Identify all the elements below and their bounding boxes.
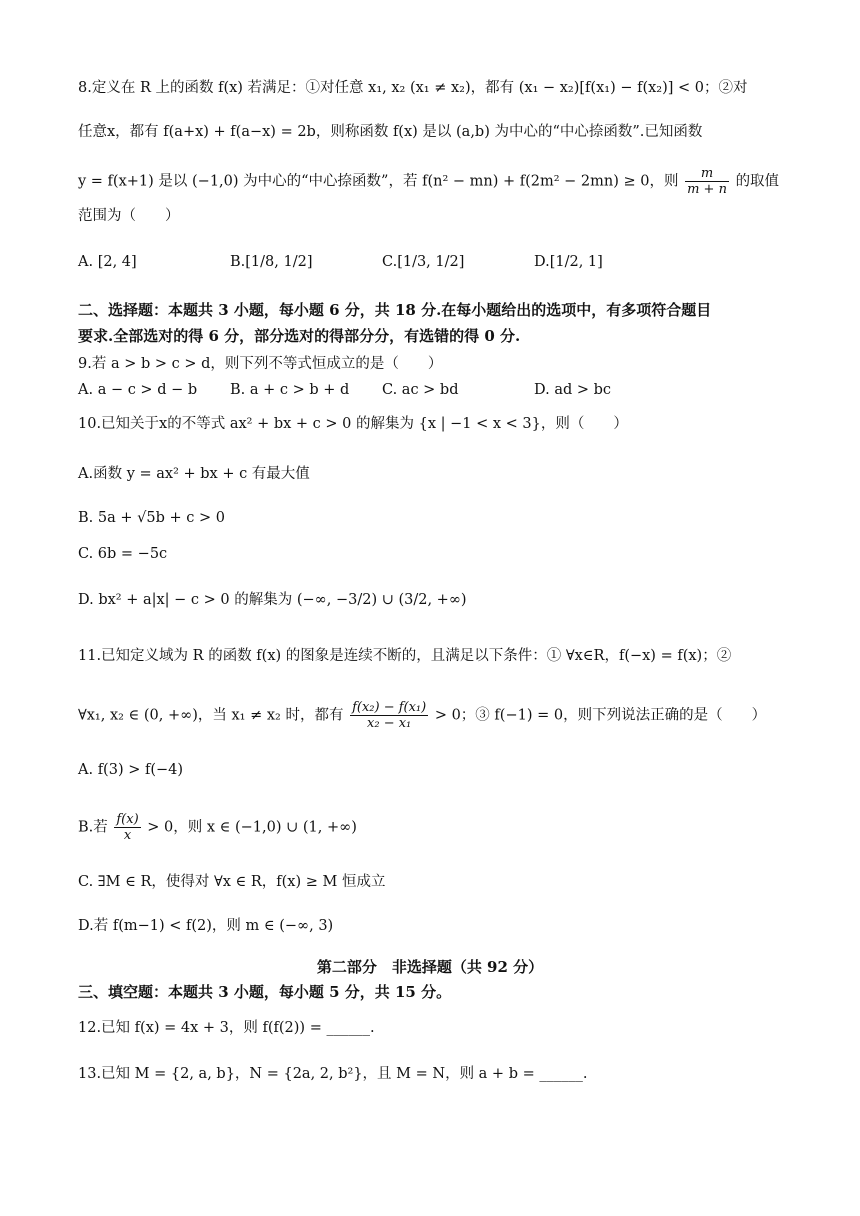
q13: 13.已知 M = {2, a, b}，N = {2a, 2, b²}，且 M = N，则 a + b = ______. [78,1066,588,1082]
section-2-header-line-2: 要求.全部选对的得 6 分，部分选对的得部分分，有选错的得 0 分. [78,327,521,345]
q11-line-1: 11.已知定义域为 R 的函数 f(x) 的图象是连续不断的，且满足以下条件：① ∀x∈R，f(−x) = f(x)；② [78,648,732,664]
q8-option-d-value: [1/2, 1] [549,254,603,270]
q8-line-4: 范围为（ ） [78,208,180,224]
q11-option-b-numerator: f(x) [116,812,139,827]
q8-option-b [230,252,312,272]
q9-option-b: B. a + c > b + d [230,382,350,398]
q8-line-1: 8.定义在 R 上的函数 f(x) 若满足：①对任意 x₁, x₂ (x₁ ≠ x₂)，都有 (x₁ − x₂)[f(x₁) − f(x₂)] < 0；②对 [78,80,748,96]
q8-option-b-value: [1/8, 1/2] [245,254,313,270]
q11-option-d: D.若 f(m−1) < f(2)，则 m ∈ (−∞, 3) [78,918,334,934]
q8-option-c [382,252,464,272]
q11-option-c: C. ∃M ∈ R，使得对 ∀x ∈ R，f(x) ≥ M 恒成立 [78,874,386,890]
q11-fraction-numerator: f(x₂) − f(x₁) [352,700,427,715]
q11-line-2-tail: > 0；③ f(−1) = 0，则下列说法正确的是（ ） [434,707,767,724]
q11-option-b-fraction [114,812,140,843]
q10-option-b: B. 5a + √5b + c > 0 [78,510,225,526]
q11-fraction-denominator: x₂ − x₁ [350,715,428,731]
q8-line-3-text: y = f(x+1) 是以 (−1,0) 为中心的“中心捺函数”，若 f(n² − mn) + f(2m² − 2mn) ≥ 0，则 [78,173,679,190]
q11-option-a: A. f(3) > f(−4) [78,762,184,778]
q11-line-2-text: ∀x₁, x₂ ∈ (0, +∞)，当 x₁ ≠ x₂ 时，都有 [78,707,344,724]
q11-option-b [78,812,357,843]
q8-option-d-label: D. [534,254,550,270]
q8-option-b-label: B. [230,254,246,270]
q12: 12.已知 f(x) = 4x + 3，则 f(f(2)) = ______. [78,1020,375,1036]
section-3-header: 三、填空题：本题共 3 小题，每小题 5 分，共 15 分。 [78,983,452,1001]
q8-fraction [685,166,729,197]
q10-option-a: A.函数 y = ax² + bx + c 有最大值 [78,466,310,482]
q8-line-2: 任意x，都有 f(a+x) + f(a−x) = 2b，则称函数 f(x) 是以 (a,b) 为中心的“中心捺函数”.已知函数 [78,124,703,140]
q8-line-3-tail: 的取值 [735,173,780,190]
part-2-title: 第二部分 非选择题（共 92 分） [316,958,544,976]
q9-option-d: D. ad > bc [534,382,612,398]
q9-option-a: A. a − c > d − b [78,382,198,398]
q11-fraction [350,700,428,731]
q11-option-b-label: B.若 [78,819,108,836]
q10-option-d: D. bx² + a|x| − c > 0 的解集为 (−∞, −3/2) ∪ (3/2, +∞) [78,592,467,608]
q10-option-c: C. 6b = −5c [78,546,168,562]
q11-option-b-denominator: x [114,827,140,843]
q8-fraction-denominator: m + n [687,182,727,197]
q10-stem: 10.已知关于x的不等式 ax² + bx + c > 0 的解集为 {x | −1 < x < 3}，则（ ） [78,416,628,432]
q8-option-a: A. [2, 4] [78,254,137,270]
q9-stem: 9.若 a > b > c > d，则下列不等式恒成立的是（ ） [78,356,443,372]
section-2-header-line-1: 二、选择题：本题共 3 小题，每小题 6 分，共 18 分.在每小题给出的选项中，有多项符合题目 [78,301,712,319]
q8-option-c-value: [1/3, 1/2] [397,254,465,270]
q8-fraction-numerator: m [700,166,714,181]
q9-option-c: C. ac > bd [382,382,459,398]
q8-option-d [534,252,603,272]
q8-line-3 [78,166,779,197]
q8-option-c-label: C. [382,254,398,270]
q11-option-b-tail: > 0，则 x ∈ (−1,0) ∪ (1, +∞) [147,819,357,836]
q11-line-2 [78,700,766,731]
